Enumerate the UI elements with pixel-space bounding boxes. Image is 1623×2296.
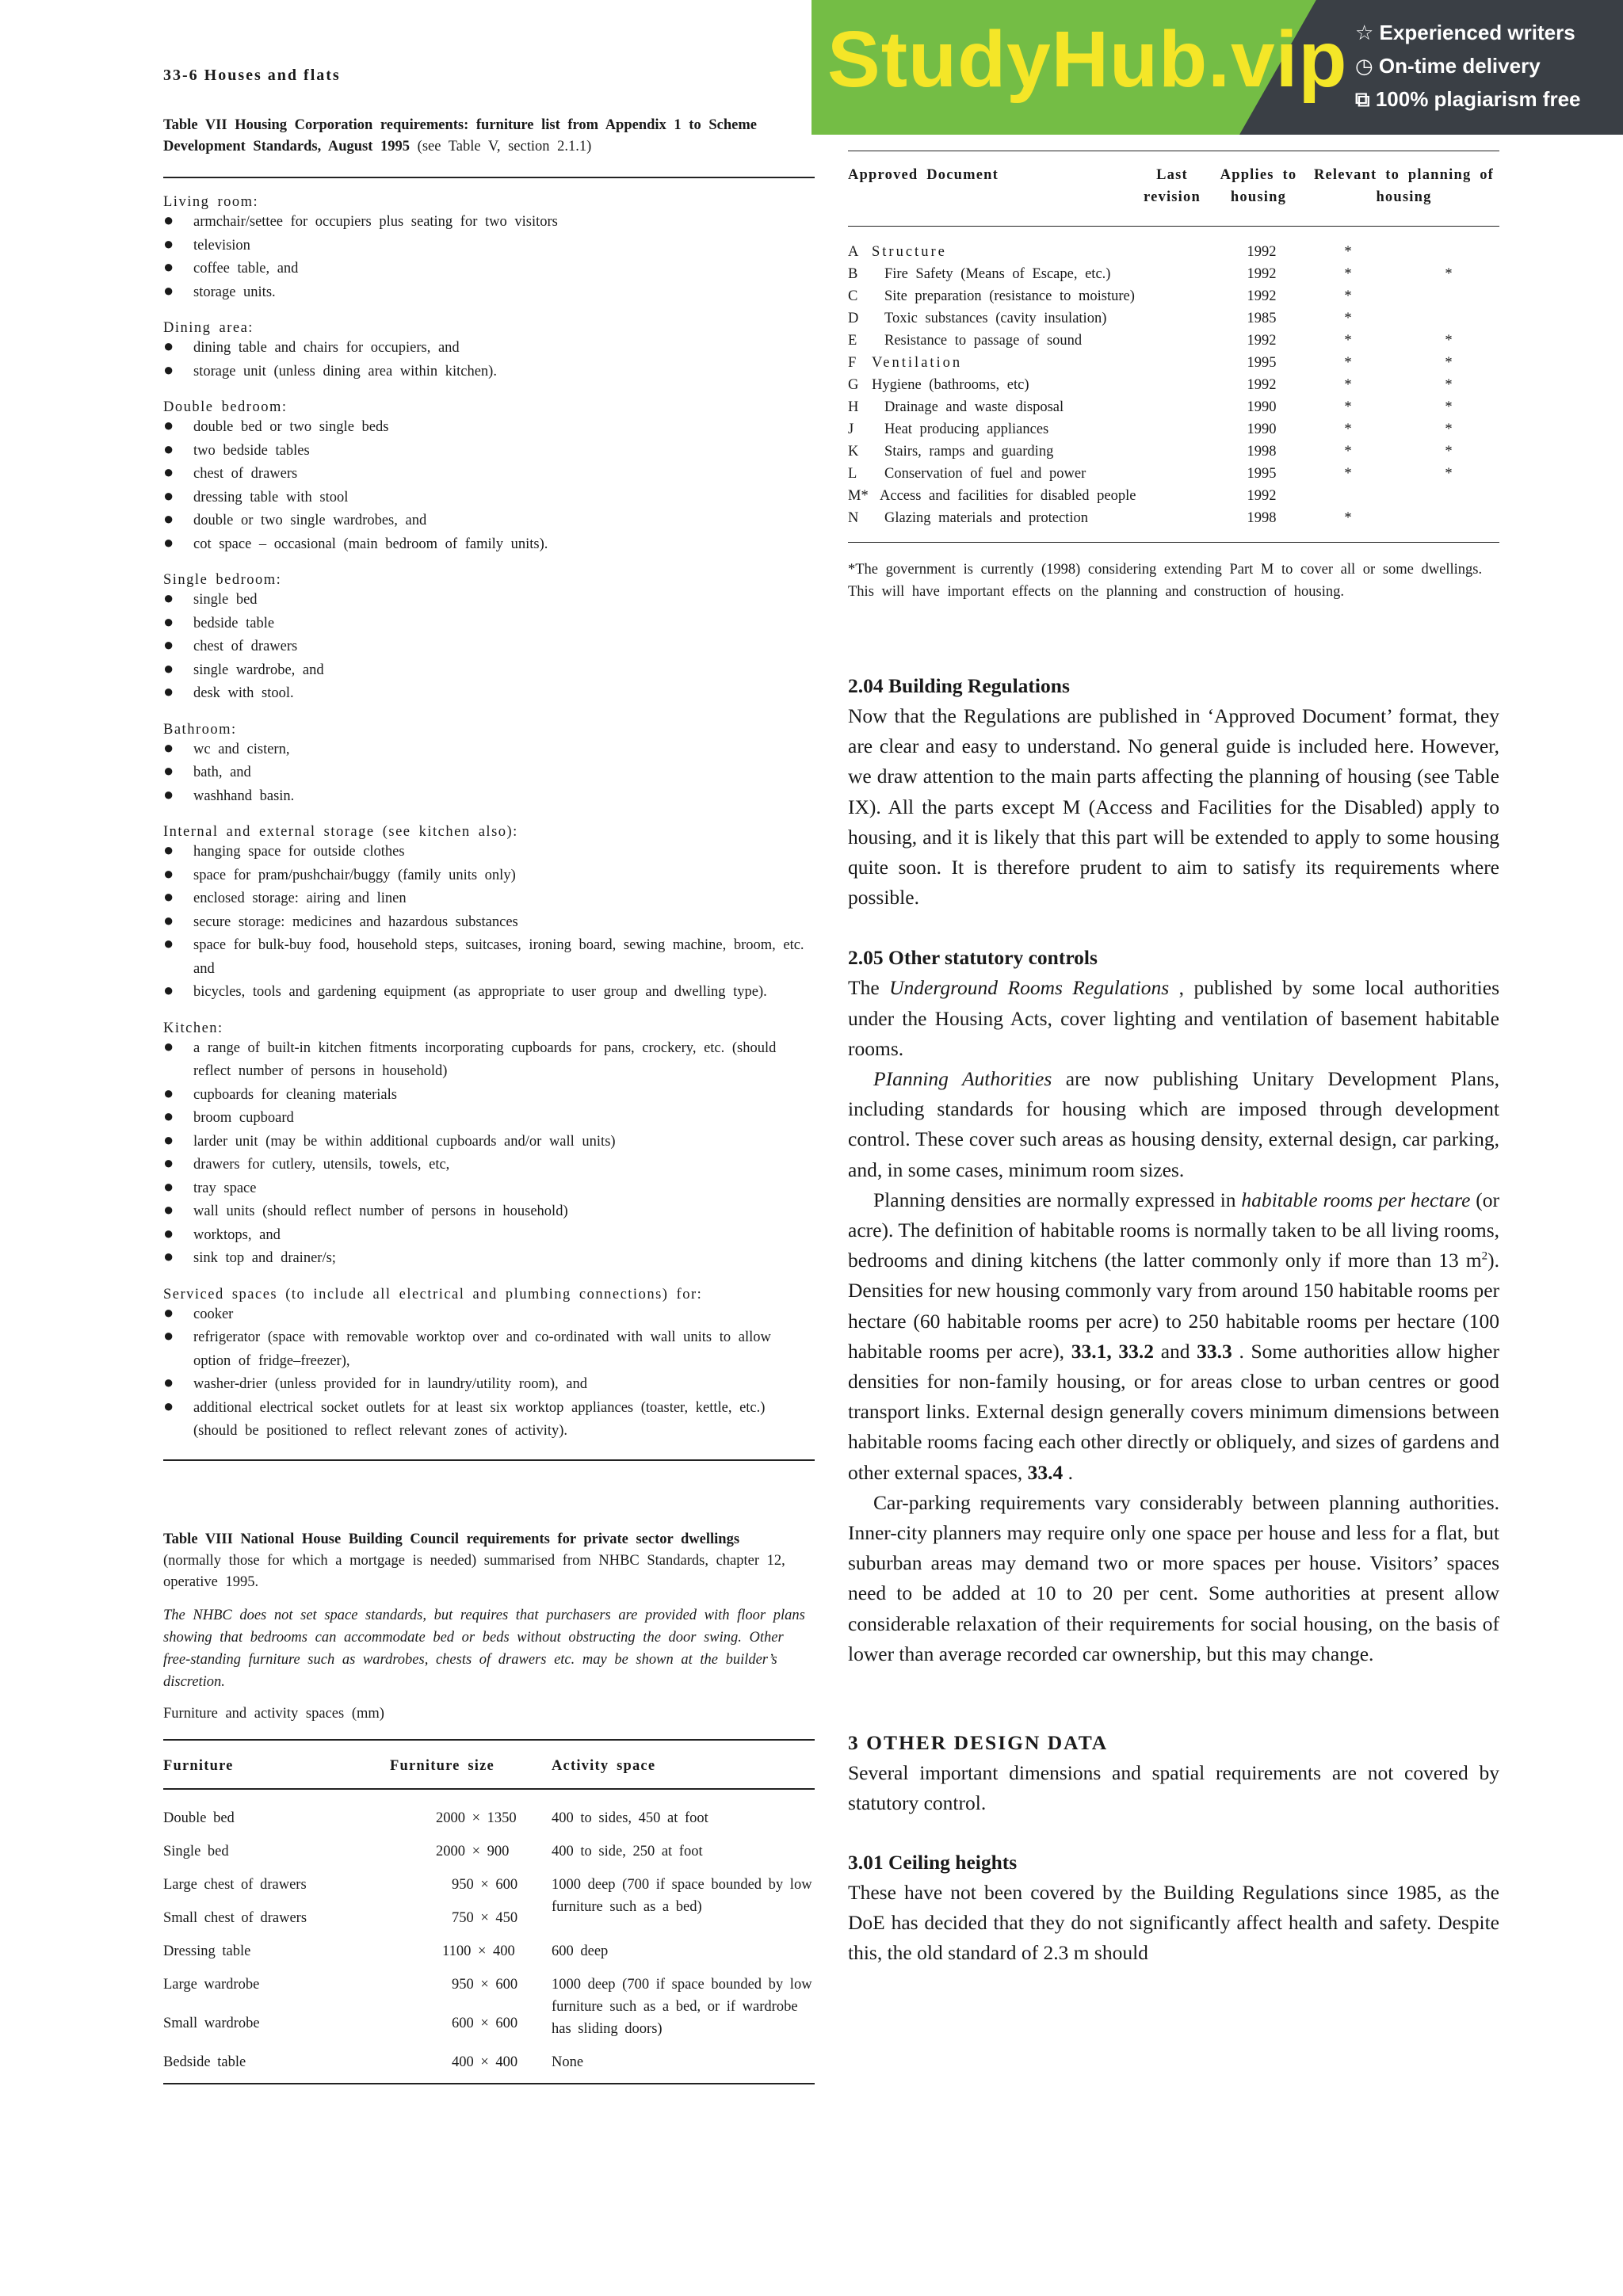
feature-on-time-delivery: ◷ On-time delivery bbox=[1355, 54, 1541, 78]
table7-item-list bbox=[163, 589, 815, 706]
cell-revision: 1992 bbox=[1247, 244, 1277, 260]
list-item: ● secure storage: medicines and hazardous substances bbox=[163, 910, 518, 930]
cell-revision: 1992 bbox=[1247, 333, 1277, 349]
cell-revision: 1992 bbox=[1247, 288, 1277, 304]
cell-activity: 1000 deep (700 if space bounded by low furniture such as a bed) bbox=[552, 1876, 812, 1915]
list-item: ● storage units. bbox=[163, 280, 276, 300]
table7-section-heading: Bathroom: bbox=[163, 721, 237, 738]
cell-relevant: * bbox=[1445, 444, 1453, 460]
paragraph-2-05-2: PIanning Authorities are now publishing Unitary Development Plans, including standards for housing which are imposed through development control. These cover such areas as housing density, external design, car parking, and, in some cases, minimum room sizes. bbox=[848, 1067, 1499, 1181]
cell-size: 950 × 600 bbox=[452, 1876, 518, 1893]
list-item: ● chest of drawers bbox=[163, 462, 298, 482]
table8-subtitle: Furniture and activity spaces (mm) bbox=[163, 1705, 384, 1722]
cell-size: 600 × 600 bbox=[452, 2015, 518, 2031]
table7-item-list bbox=[163, 337, 815, 383]
clock-icon: ◷ bbox=[1355, 54, 1373, 78]
bullet-icon: ● bbox=[163, 438, 174, 459]
table9-body bbox=[848, 241, 1499, 529]
bullet-icon: ● bbox=[163, 737, 174, 757]
table8-note: The NHBC does not set space standards, but requires that purchasers are provided with floor plans showing that bedrooms can accommodate bed or beds without obstructing the door swing. Other free-standing furniture such as wardrobes, chests of drawers etc. may be shown at the builder’s discretion. bbox=[163, 1607, 805, 1690]
star-outline-icon: ☆ bbox=[1355, 21, 1374, 44]
cell-code: A bbox=[848, 244, 859, 260]
cell-applies: * bbox=[1344, 399, 1352, 415]
table7-item-list bbox=[163, 738, 815, 809]
cell-relevant bbox=[1398, 285, 1499, 307]
list-item: ● sink top and drainer/s; bbox=[163, 1246, 336, 1266]
bullet-icon: ● bbox=[163, 1082, 174, 1103]
table-row bbox=[163, 1874, 815, 1907]
bullet-icon: ● bbox=[163, 210, 174, 230]
header-furniture-size: Furniture size bbox=[390, 1757, 495, 1774]
header-last-revision: Last revision bbox=[1144, 167, 1201, 205]
bullet-icon: ● bbox=[163, 658, 174, 678]
cell-code: J bbox=[848, 421, 854, 437]
table7-section-heading: Dining area: bbox=[163, 320, 254, 336]
cell-revision: 1995 bbox=[1247, 355, 1277, 371]
table7-item-list bbox=[163, 1303, 815, 1444]
right-column bbox=[848, 119, 1499, 1968]
list-item: ● single wardrobe, and bbox=[163, 658, 324, 678]
table-row bbox=[848, 441, 1499, 463]
left-column bbox=[163, 67, 815, 2084]
list-item: ● desk with stool. bbox=[163, 681, 294, 701]
header-furniture: Furniture bbox=[163, 1757, 234, 1774]
bullet-icon: ● bbox=[163, 257, 174, 277]
list-item: ● armchair/settee for occupiers plus seating for two visitors bbox=[163, 210, 558, 230]
header-applies-to-housing: Applies to housing bbox=[1220, 167, 1297, 205]
bullet-icon: ● bbox=[163, 532, 174, 552]
table-row bbox=[848, 241, 1499, 263]
table7-section-heading: Serviced spaces (to include all electrical and plumbing connections) for: bbox=[163, 1286, 703, 1302]
cell-furniture: Small wardrobe bbox=[163, 2015, 260, 2031]
bullet-icon: ● bbox=[163, 1153, 174, 1173]
list-item: ● bedside table bbox=[163, 611, 275, 631]
cell-code: F bbox=[848, 355, 857, 371]
table-row bbox=[848, 463, 1499, 485]
bullet-icon: ● bbox=[163, 415, 174, 435]
table-row bbox=[848, 352, 1499, 374]
cell-furniture: Dressing table bbox=[163, 1943, 251, 1959]
cell-applies: * bbox=[1344, 266, 1352, 282]
heading-2-05: 2.05 Other statutory controls bbox=[848, 946, 1098, 970]
list-item: ● cot space – occasional (main bedroom of family units). bbox=[163, 532, 548, 552]
paragraph-2-04: Now that the Regulations are published in ‘Approved Document’ format, they are clear and easy to understand. No general guide is included here. However, we draw attention to the main parts affecting the planning of housing (see Table IX). All the parts except M (Access and Facilities for the Disabled) apply to housing, and it is likely that this part will be extended to apply to some housing quite soon. It is therefore prudent to aim to satisfy its requirements where possible. bbox=[848, 704, 1499, 910]
cell-applies: * bbox=[1344, 333, 1352, 349]
list-item: ● storage unit (unless dining area within kitchen). bbox=[163, 359, 497, 379]
cell-code: K bbox=[848, 444, 859, 460]
cell-relevant: * bbox=[1445, 266, 1453, 282]
cell-applies: * bbox=[1344, 510, 1352, 526]
cell-revision: 1985 bbox=[1247, 311, 1277, 326]
table-row bbox=[163, 1940, 815, 1974]
cell-document: Site preparation (resistance to moisture) bbox=[884, 288, 1135, 304]
cell-applies: * bbox=[1344, 288, 1352, 304]
bullet-icon: ● bbox=[163, 784, 174, 804]
list-item: ● coffee table, and bbox=[163, 257, 299, 277]
cell-size: 400 × 400 bbox=[452, 2054, 518, 2070]
feature-plagiarism-free: ⧉ 100% plagiarism free bbox=[1355, 87, 1581, 111]
bullet-icon: ● bbox=[163, 980, 174, 1000]
list-item: ● single bed bbox=[163, 588, 258, 608]
list-item: ● dressing table with stool bbox=[163, 485, 349, 505]
bullet-icon: ● bbox=[163, 1395, 174, 1416]
table-row bbox=[163, 1840, 815, 1874]
cell-applies bbox=[1298, 485, 1398, 507]
cell-revision: 1998 bbox=[1247, 444, 1277, 460]
table8-bottom-rule bbox=[163, 2083, 815, 2084]
cell-activity: None bbox=[552, 2054, 584, 2070]
paragraph-2-05-3: Planning densities are normally expressed in habitable rooms per hectare (or acre). The definition of habitable rooms is normally taken to be all living rooms, bedrooms and dining kitchens (the latter commonly only if more than 13 $m^2$). Densities for new housing commonly vary from around 150 habitable rooms per hectare (60 habitable rooms per acre) to 250 habitable rooms per hectare (100 habitable rooms per acre), 33.1, 33.2 and 33.3 . Some authorities allow higher densities for non-family housing, or for areas close to urban centres or good transport links. External design generally covers minimum dimensions between habitable rooms facing each other directly or obliquely, and sizes of gardens and other external spaces, 33.4 . bbox=[848, 1188, 1499, 1484]
cell-document: Resistance to passage of sound bbox=[884, 333, 1083, 349]
bullet-icon: ● bbox=[163, 681, 174, 701]
bullet-icon: ● bbox=[163, 863, 174, 883]
list-item: ● refrigerator (space with removable worktop over and co-ordinated with wall units to allow option of fridge–freezer), bbox=[163, 1325, 771, 1369]
bullet-icon: ● bbox=[163, 1106, 174, 1126]
cell-document: Stairs, ramps and guarding bbox=[884, 444, 1054, 460]
studyhub-logo[interactable]: StudyHub.vip bbox=[827, 15, 1348, 104]
cell-size: 950 × 600 bbox=[452, 1976, 518, 1993]
cell-revision: 1992 bbox=[1247, 377, 1277, 393]
cell-code: N bbox=[848, 510, 859, 526]
cell-code: G bbox=[848, 377, 859, 393]
table-row bbox=[848, 285, 1499, 307]
paragraph-2-05-4: Car-parking requirements vary considerably between planning authorities. Inner-city planners may require only one space per house and less for a flat, but suburban areas may demand two or more spaces per house. Visitors’ spaces need to be added at 10 to 20 per cent. Some authorities at present allow considerable relaxation of their requirements for social housing, on the basis of lower than average recorded car ownership, but this may change. bbox=[848, 1490, 1499, 1665]
bullet-icon: ● bbox=[163, 509, 174, 528]
table8 bbox=[163, 1741, 815, 2083]
bullet-icon: ● bbox=[163, 588, 174, 608]
header-approved-document: Approved Document bbox=[848, 167, 999, 183]
list-item: ● cooker bbox=[163, 1302, 234, 1322]
bullet-icon: ● bbox=[163, 1222, 174, 1243]
list-item: ● larder unit (may be within additional cupboards and/or wall units) bbox=[163, 1129, 616, 1150]
table-row bbox=[848, 396, 1499, 418]
cell-size: 1100 × 400 bbox=[442, 1943, 515, 1959]
list-item: ● bath, and bbox=[163, 761, 251, 780]
table7-section-heading: Single bedroom: bbox=[163, 572, 282, 588]
cell-code: E bbox=[848, 333, 857, 349]
table9-footnote: *The government is currently (1998) considering extending Part M to cover all or some dwellings. This will have important effects on the planning and construction of housing. bbox=[848, 562, 1483, 600]
bullet-icon: ● bbox=[163, 933, 174, 953]
cell-activity: 400 to sides, 450 at foot bbox=[552, 1810, 708, 1826]
cell-size: 2000 × 1350 bbox=[436, 1810, 517, 1826]
bullet-icon: ● bbox=[163, 280, 174, 300]
list-item: ● washer-drier (unless provided for in laundry/utility room), and bbox=[163, 1372, 588, 1392]
list-item: ● worktops, and bbox=[163, 1222, 281, 1243]
cell-code: L bbox=[848, 466, 857, 482]
bullet-icon: ● bbox=[163, 1176, 174, 1196]
cell-relevant bbox=[1398, 507, 1499, 529]
table-row bbox=[848, 507, 1499, 529]
cell-relevant: * bbox=[1445, 355, 1453, 371]
table7-section-heading: Internal and external storage (see kitchen also): bbox=[163, 824, 518, 840]
list-item: ● dining table and chairs for occupiers, and bbox=[163, 336, 460, 356]
cell-relevant: * bbox=[1445, 421, 1453, 437]
list-item: ● space for bulk-buy food, household steps, suitcases, ironing board, sewing machine, broom, etc. and bbox=[163, 933, 804, 977]
bullet-icon: ● bbox=[163, 840, 174, 860]
running-title: 33-6 Houses and flats bbox=[163, 67, 341, 84]
bullet-icon: ● bbox=[163, 1325, 174, 1345]
cell-furniture: Bedside table bbox=[163, 2054, 246, 2070]
cell-relevant: * bbox=[1445, 399, 1453, 415]
list-item: ● tray space bbox=[163, 1176, 257, 1196]
table7-section-heading: Living room: bbox=[163, 194, 259, 210]
list-item: ● broom cupboard bbox=[163, 1106, 294, 1126]
cell-size: 2000 × 900 bbox=[436, 1843, 510, 1859]
cell-code: B bbox=[848, 266, 858, 282]
list-item: ● television bbox=[163, 233, 250, 254]
header-activity-space: Activity space bbox=[552, 1757, 656, 1774]
cell-document: Ventilation bbox=[872, 355, 963, 371]
table-header-row bbox=[163, 1741, 815, 1789]
bullet-icon: ● bbox=[163, 1246, 174, 1266]
paragraph-3: Several important dimensions and spatial requirements are not covered by statutory control. bbox=[848, 1761, 1499, 1815]
cell-document: Drainage and waste disposal bbox=[884, 399, 1064, 415]
table-row bbox=[848, 374, 1499, 396]
cell-furniture: Large chest of drawers bbox=[163, 1876, 307, 1893]
table8-caption: Table VIII National House Building Council requirements for private sector dwellings bbox=[163, 1531, 740, 1547]
table-row bbox=[848, 307, 1499, 330]
cell-relevant bbox=[1398, 485, 1499, 507]
bullet-icon: ● bbox=[163, 761, 174, 780]
cell-applies: * bbox=[1344, 421, 1352, 437]
cell-document: Conservation of fuel and power bbox=[884, 466, 1086, 482]
list-item: ● wall units (should reflect number of persons in household) bbox=[163, 1199, 568, 1219]
cell-document: Fire Safety (Means of Escape, etc.) bbox=[884, 266, 1111, 282]
table-row bbox=[848, 485, 1499, 507]
list-item: ● additional electrical socket outlets for at least six worktop appliances (toaster, kettle, etc.) (should be positioned to reflect relevant zones of activity). bbox=[163, 1395, 766, 1439]
list-item: ● chest of drawers bbox=[163, 635, 298, 654]
table7-caption: Table VII Housing Corporation requirements: furniture list from Appendix 1 to Scheme Development Standards, August 1995 (see Table V, section 2.1.1) bbox=[163, 117, 757, 154]
table7-top-rule bbox=[163, 177, 815, 178]
cell-code: H bbox=[848, 399, 859, 415]
paragraph-2-05-1: The Underground Rooms Regulations , published by some local authorities under the Housing Acts, cover lighting and ventilation of basement habitable rooms. bbox=[848, 976, 1499, 1060]
figure-ref[interactable]: 33.1, 33.2 bbox=[1071, 1339, 1155, 1363]
heading-3: 3 OTHER DESIGN DATA bbox=[848, 1731, 1109, 1755]
table7-bottom-rule bbox=[163, 1459, 815, 1461]
list-item: ● double bed or two single beds bbox=[163, 415, 389, 435]
cell-revision: 1990 bbox=[1247, 421, 1277, 437]
figure-ref[interactable]: 33.4 bbox=[1027, 1460, 1064, 1484]
cell-document: Access and facilities for disabled people bbox=[880, 488, 1136, 504]
cell-revision: 1995 bbox=[1247, 466, 1277, 482]
cell-document: Glazing materials and protection bbox=[884, 510, 1088, 526]
table7-section-heading: Kitchen: bbox=[163, 1020, 223, 1036]
cell-applies: * bbox=[1344, 311, 1352, 326]
bullet-icon: ● bbox=[163, 1372, 174, 1392]
table8-header-rule bbox=[163, 1789, 815, 1807]
bullet-icon: ● bbox=[163, 910, 174, 930]
cell-applies: * bbox=[1344, 466, 1352, 482]
list-item: ● a range of built-in kitchen fitments incorporating cupboards for pans, crockery, etc. (should reflect number of persons in household) bbox=[163, 1035, 777, 1079]
table7-item-list bbox=[163, 841, 815, 1005]
cell-code: M* bbox=[848, 488, 869, 504]
cell-relevant bbox=[1398, 241, 1499, 263]
table-row bbox=[163, 2051, 815, 2083]
table-row bbox=[848, 263, 1499, 285]
studyhub-banner[interactable] bbox=[812, 0, 1623, 135]
list-item: ● enclosed storage: airing and linen bbox=[163, 887, 407, 906]
table7-item-list bbox=[163, 1037, 815, 1271]
cell-revision: 1992 bbox=[1247, 488, 1277, 504]
header-relevant-to-planning: Relevant to planning of housing bbox=[1313, 167, 1495, 205]
cell-applies: * bbox=[1344, 244, 1352, 260]
bullet-icon: ● bbox=[163, 635, 174, 654]
cell-furniture: Large wardrobe bbox=[163, 1976, 260, 1993]
cell-document: Hygiene (bathrooms, etc) bbox=[872, 377, 1029, 393]
feature-experienced-writers: ☆ Experienced writers bbox=[1355, 21, 1575, 44]
table9 bbox=[848, 164, 1499, 208]
bullet-icon: ● bbox=[163, 887, 174, 906]
heading-2-04: 2.04 Building Regulations bbox=[848, 674, 1070, 697]
cell-applies: * bbox=[1344, 444, 1352, 460]
cell-applies: * bbox=[1344, 355, 1352, 371]
cell-document: Toxic substances (cavity insulation) bbox=[884, 311, 1107, 326]
cell-revision: 1998 bbox=[1247, 510, 1277, 526]
table7-section-heading: Double bedroom: bbox=[163, 399, 288, 415]
list-item: ● hanging space for outside clothes bbox=[163, 840, 405, 860]
bullet-icon: ● bbox=[163, 336, 174, 356]
table7-item-list bbox=[163, 211, 815, 304]
table-header-row bbox=[848, 164, 1499, 208]
bullet-icon: ● bbox=[163, 611, 174, 631]
bullet-icon: ● bbox=[163, 462, 174, 482]
cell-relevant bbox=[1398, 307, 1499, 330]
table7-body bbox=[163, 194, 815, 1444]
cell-activity: 600 deep bbox=[552, 1943, 609, 1959]
list-item: ● cupboards for cleaning materials bbox=[163, 1082, 397, 1103]
table-row bbox=[163, 1807, 815, 1840]
figure-ref[interactable]: 33.3 bbox=[1197, 1339, 1232, 1363]
table8-caption-detail: (normally those for which a mortgage is needed) summarised from NHBC Standards, chapter 12, operative 1995. bbox=[163, 1552, 785, 1590]
bullet-icon: ● bbox=[163, 1199, 174, 1219]
table9-bottom-rule bbox=[848, 542, 1499, 543]
paragraph-3-01: These have not been covered by the Building Regulations since 1985, as the DoE has decided that they do not significantly affect health and safety. Despite this, the old standard of 2.3 m should bbox=[848, 1880, 1499, 1964]
cell-code: C bbox=[848, 288, 858, 304]
bullet-icon: ● bbox=[163, 485, 174, 505]
cell-furniture: Double bed bbox=[163, 1810, 235, 1826]
cell-activity: 400 to side, 250 at foot bbox=[552, 1843, 703, 1859]
list-item: ● two bedside tables bbox=[163, 438, 310, 459]
table-row bbox=[163, 1974, 815, 2012]
list-item: ● double or two single wardrobes, and bbox=[163, 509, 427, 528]
cell-size: 750 × 450 bbox=[452, 1909, 518, 1926]
table-row bbox=[848, 418, 1499, 441]
bullet-icon: ● bbox=[163, 1302, 174, 1322]
list-item: ● drawers for cutlery, utensils, towels, etc, bbox=[163, 1153, 450, 1173]
list-item: ● washhand basin. bbox=[163, 784, 295, 804]
cell-furniture: Single bed bbox=[163, 1843, 229, 1859]
cell-code: D bbox=[848, 311, 859, 326]
bullet-icon: ● bbox=[163, 1129, 174, 1150]
cell-applies: * bbox=[1344, 377, 1352, 393]
table9-header-rule bbox=[848, 226, 1499, 227]
list-item: ● wc and cistern, bbox=[163, 737, 290, 757]
bullet-icon: ● bbox=[163, 233, 174, 254]
table7-item-list bbox=[163, 416, 815, 556]
list-item: ● space for pram/pushchair/buggy (family units only) bbox=[163, 863, 516, 883]
bullet-icon: ● bbox=[163, 1035, 174, 1056]
cell-revision: 1990 bbox=[1247, 399, 1277, 415]
cell-activity: 1000 deep (700 if space bounded by low furniture such as a bed, or if wardrobe has sliding doors) bbox=[552, 1976, 812, 2037]
cell-document: Structure bbox=[872, 244, 947, 260]
table-row bbox=[848, 330, 1499, 352]
heading-3-01: 3.01 Ceiling heights bbox=[848, 1850, 1018, 1874]
cell-document: Heat producing appliances bbox=[884, 421, 1049, 437]
cell-furniture: Small chest of drawers bbox=[163, 1909, 307, 1926]
bullet-icon: ● bbox=[163, 359, 174, 379]
list-item: ● bicycles, tools and gardening equipment (as appropriate to user group and dwelling type). bbox=[163, 980, 767, 1000]
cell-revision: 1992 bbox=[1247, 266, 1277, 282]
document-copy-icon: ⧉ bbox=[1355, 87, 1370, 111]
cell-relevant: * bbox=[1445, 377, 1453, 393]
cell-relevant: * bbox=[1445, 333, 1453, 349]
cell-relevant: * bbox=[1445, 466, 1453, 482]
